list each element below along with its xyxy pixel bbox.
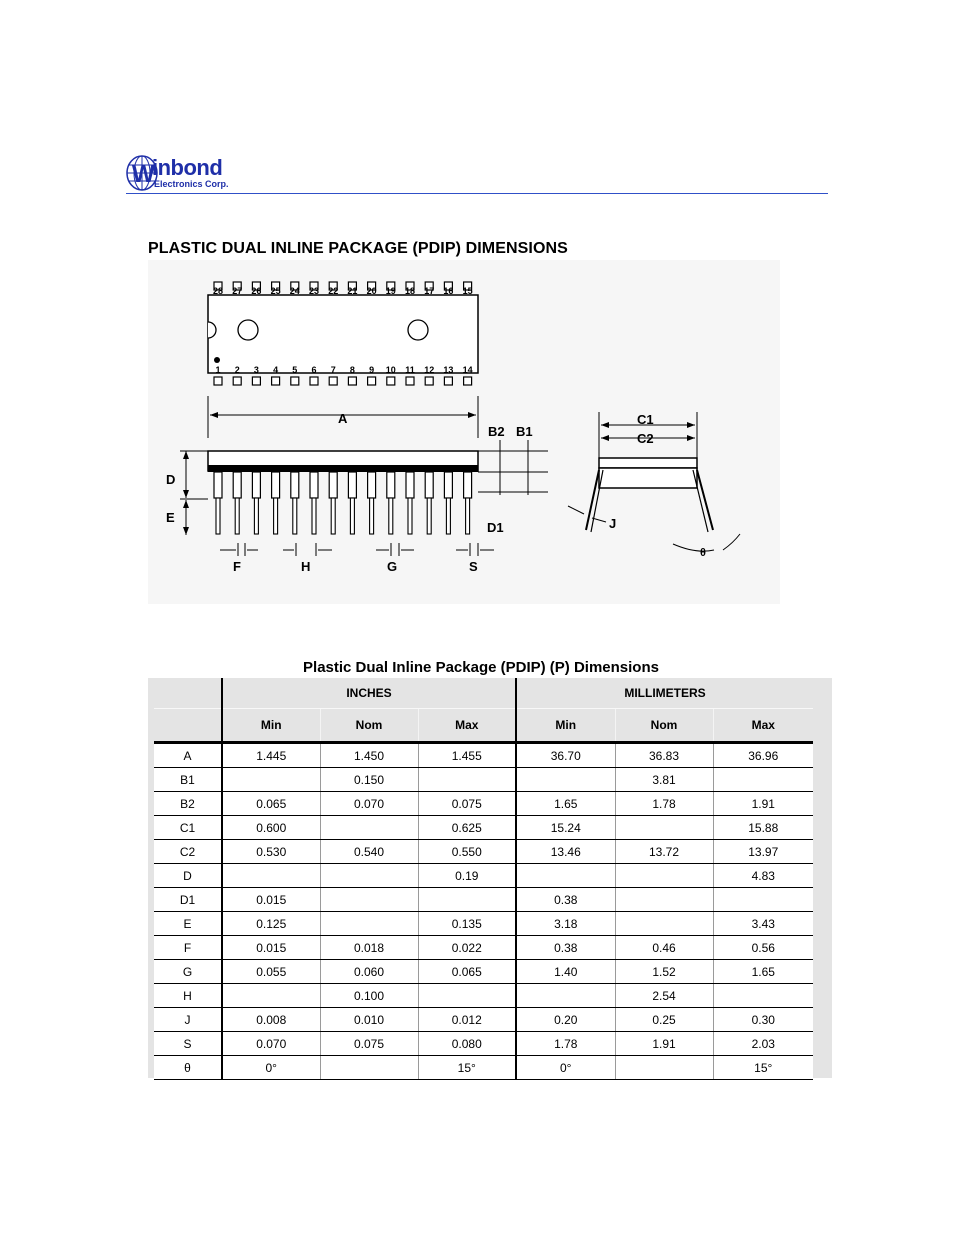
- top-pin-number: 28: [212, 286, 224, 296]
- table-cell: [418, 984, 516, 1008]
- bottom-pin-number: 6: [311, 365, 317, 375]
- table-cell: 1.455: [418, 743, 516, 768]
- side-lead-shoulder: [406, 472, 414, 498]
- table-cell: [713, 984, 813, 1008]
- side-lead-shoulder: [464, 472, 472, 498]
- row-symbol: B2: [154, 792, 222, 816]
- table-cell: 0.150: [320, 768, 418, 792]
- table-cell: 0.065: [222, 792, 320, 816]
- table-cell: 0.30: [713, 1008, 813, 1032]
- table-cell: [222, 984, 320, 1008]
- bottom-pin-number: 11: [405, 365, 415, 375]
- inches-max-header: Max: [418, 709, 516, 743]
- bottom-pin: [329, 377, 337, 385]
- top-pin-number: 20: [366, 286, 377, 296]
- end-view: [568, 412, 740, 551]
- table-cell: 0.46: [615, 936, 713, 960]
- side-lead-shoulder: [310, 472, 318, 498]
- table-cell: [320, 888, 418, 912]
- table-cell: [615, 1056, 713, 1080]
- side-lead-shoulder: [329, 472, 337, 498]
- table-cell: 15.88: [713, 816, 813, 840]
- table-row: [154, 743, 813, 768]
- top-pin-number: 15: [462, 286, 473, 296]
- bottom-pin-number: 7: [330, 365, 336, 375]
- side-lead-shoulder: [252, 472, 260, 498]
- table-cell: 0.055: [222, 960, 320, 984]
- bottom-pin: [310, 377, 318, 385]
- bottom-pin-number: 4: [273, 365, 279, 375]
- side-lead-tip: [427, 498, 431, 534]
- table-cell: 15°: [713, 1056, 813, 1080]
- bottom-pin: [464, 377, 472, 385]
- row-symbol: G: [154, 960, 222, 984]
- table-row: [154, 960, 813, 984]
- table-cell: 0.075: [320, 1032, 418, 1056]
- table-cell: 0.550: [418, 840, 516, 864]
- table-cell: 0.600: [222, 816, 320, 840]
- package-drawing: [148, 260, 780, 604]
- bottom-pin-number: 10: [385, 365, 396, 375]
- table-row: [154, 1056, 813, 1080]
- side-lead-shoulder: [387, 472, 395, 498]
- side-lead-shoulder: [444, 472, 452, 498]
- label-d: D: [166, 472, 176, 487]
- table-cell: 0.25: [615, 1008, 713, 1032]
- table-cell: 0.38: [516, 936, 615, 960]
- table-cell: 1.52: [615, 960, 713, 984]
- top-pin-number: 18: [404, 286, 416, 296]
- table-cell: [516, 984, 615, 1008]
- side-lead-shoulder: [368, 472, 376, 498]
- table-cell: 4.83: [713, 864, 813, 888]
- bottom-pin: [444, 377, 452, 385]
- bottom-pin: [368, 377, 376, 385]
- table-cell: 0.012: [418, 1008, 516, 1032]
- table-cell: 0.018: [320, 936, 418, 960]
- side-lead-tip: [370, 498, 374, 534]
- table-cell: 0.38: [516, 888, 615, 912]
- row-symbol: C1: [154, 816, 222, 840]
- top-pin-number: 21: [347, 286, 358, 296]
- side-lead-shoulder: [233, 472, 241, 498]
- table-cell: 0°: [516, 1056, 615, 1080]
- top-pin-number: 26: [251, 286, 262, 296]
- table-cell: [615, 816, 713, 840]
- side-lead-shoulder: [425, 472, 433, 498]
- table-cell: 36.96: [713, 743, 813, 768]
- label-f: F: [233, 559, 241, 574]
- table-cell: 0.070: [222, 1032, 320, 1056]
- table-cell: [320, 912, 418, 936]
- label-theta: θ: [700, 547, 706, 559]
- side-lead-tip: [274, 498, 278, 534]
- table-cell: 0.065: [418, 960, 516, 984]
- label-d1: D1: [487, 520, 504, 535]
- table-cell: 0.070: [320, 792, 418, 816]
- label-b2: B2: [488, 424, 505, 439]
- label-e: E: [166, 510, 175, 525]
- table-cell: [516, 768, 615, 792]
- table-cell: 0.015: [222, 936, 320, 960]
- side-lead-tip: [216, 498, 220, 534]
- table-row: [154, 840, 813, 864]
- table-cell: 0.060: [320, 960, 418, 984]
- side-lead-tip: [408, 498, 412, 534]
- table-cell: 1.78: [516, 1032, 615, 1056]
- label-h: H: [301, 559, 311, 574]
- bottom-pin: [233, 377, 241, 385]
- bottom-pin-number: 12: [424, 365, 435, 375]
- table-cell: [320, 816, 418, 840]
- table-cell: [222, 864, 320, 888]
- table-cell: 1.91: [713, 792, 813, 816]
- top-pin-number: 23: [308, 286, 320, 296]
- side-lead-tip: [235, 498, 239, 534]
- label-g: G: [387, 559, 398, 574]
- table-cell: 13.72: [615, 840, 713, 864]
- label-c1: C1: [637, 412, 654, 427]
- bottom-pin: [214, 377, 222, 385]
- top-pin-number: 17: [424, 286, 435, 296]
- table-cell: [713, 888, 813, 912]
- table-row: [154, 912, 813, 936]
- table-title: Plastic Dual Inline Package (PDIP) (P) Dimensions: [303, 659, 659, 676]
- dimensions-table-body: [154, 743, 813, 1080]
- table-cell: 3.18: [516, 912, 615, 936]
- bottom-pin: [291, 377, 299, 385]
- table-cell: 0.022: [418, 936, 516, 960]
- section-title: PLASTIC DUAL INLINE PACKAGE (PDIP) DIMENSIONS: [148, 240, 568, 257]
- side-lead-tip: [293, 498, 297, 534]
- table-cell: 0.100: [320, 984, 418, 1008]
- table-row: [154, 936, 813, 960]
- table-cell: 1.78: [615, 792, 713, 816]
- table-cell: [713, 768, 813, 792]
- row-symbol: J: [154, 1008, 222, 1032]
- table-cell: 0.530: [222, 840, 320, 864]
- table-cell: [615, 864, 713, 888]
- row-symbol: θ: [154, 1056, 222, 1080]
- bottom-pin-number: 2: [234, 365, 240, 375]
- package-diagram: [148, 260, 780, 604]
- table-cell: [320, 1056, 418, 1080]
- bottom-pin-number: 1: [215, 365, 221, 375]
- table-cell: 2.03: [713, 1032, 813, 1056]
- side-lead-tip: [466, 498, 470, 534]
- side-lead-shoulder: [214, 472, 222, 498]
- top-pin-number: 25: [270, 286, 281, 296]
- table-cell: [418, 888, 516, 912]
- table-cell: 3.81: [615, 768, 713, 792]
- header-rule: [126, 193, 828, 194]
- bottom-pin-number: 3: [253, 365, 259, 375]
- mm-nom-header: Nom: [615, 709, 713, 743]
- table-cell: [615, 888, 713, 912]
- table-cell: 0°: [222, 1056, 320, 1080]
- symbol-header: [154, 678, 222, 709]
- label-s: S: [469, 559, 478, 574]
- side-lead-tip: [331, 498, 335, 534]
- table-cell: 0.540: [320, 840, 418, 864]
- table-cell: 1.40: [516, 960, 615, 984]
- table-cell: [516, 864, 615, 888]
- row-symbol: F: [154, 936, 222, 960]
- table-row: [154, 1008, 813, 1032]
- table-cell: 0.008: [222, 1008, 320, 1032]
- table-cell: 1.65: [516, 792, 615, 816]
- row-symbol: A: [154, 743, 222, 768]
- table-cell: 13.46: [516, 840, 615, 864]
- bottom-pin-number: 9: [369, 365, 375, 375]
- table-cell: [320, 864, 418, 888]
- dimensions-table-panel: [148, 678, 832, 1078]
- top-pin-number: 24: [289, 286, 300, 296]
- table-cell: [222, 768, 320, 792]
- bottom-pin: [272, 377, 280, 385]
- side-lead-shoulder: [348, 472, 356, 498]
- table-cell: 1.450: [320, 743, 418, 768]
- table-cell: 0.56: [713, 936, 813, 960]
- symbol-subheader: [154, 709, 222, 743]
- table-cell: 0.015: [222, 888, 320, 912]
- side-lead-shoulder: [272, 472, 280, 498]
- table-row: [154, 1032, 813, 1056]
- side-lead-tip: [312, 498, 316, 534]
- table-cell: 1.65: [713, 960, 813, 984]
- top-pin-number: 19: [385, 286, 396, 296]
- table-row: [154, 984, 813, 1008]
- row-symbol: B1: [154, 768, 222, 792]
- winbond-logo: [126, 153, 326, 195]
- dimensions-table: [154, 678, 813, 1080]
- bottom-pin-number: 14: [462, 365, 473, 375]
- table-cell: 0.125: [222, 912, 320, 936]
- top-view: [208, 282, 478, 385]
- table-cell: 3.43: [713, 912, 813, 936]
- inches-header: INCHES: [222, 678, 516, 709]
- row-symbol: S: [154, 1032, 222, 1056]
- table-cell: 36.83: [615, 743, 713, 768]
- brand-name: inbond: [152, 155, 223, 180]
- row-symbol: D1: [154, 888, 222, 912]
- bottom-pin: [387, 377, 395, 385]
- table-cell: 0.010: [320, 1008, 418, 1032]
- bottom-pin-number: 13: [443, 365, 454, 375]
- table-row: [154, 864, 813, 888]
- table-cell: 0.075: [418, 792, 516, 816]
- logo-initial: W: [132, 161, 155, 188]
- table-row: [154, 792, 813, 816]
- label-a: A: [338, 411, 348, 426]
- millimeters-header: MILLIMETERS: [516, 678, 813, 709]
- row-symbol: E: [154, 912, 222, 936]
- table-cell: [418, 768, 516, 792]
- table-cell: 0.19: [418, 864, 516, 888]
- bottom-pin: [252, 377, 260, 385]
- table-row: [154, 816, 813, 840]
- table-cell: [615, 912, 713, 936]
- table-cell: 0.135: [418, 912, 516, 936]
- bottom-pin-number: 5: [292, 365, 298, 375]
- table-cell: 1.91: [615, 1032, 713, 1056]
- mm-max-header: Max: [713, 709, 813, 743]
- side-lead-tip: [389, 498, 393, 534]
- top-pin-number: 22: [328, 286, 339, 296]
- side-lead-tip: [254, 498, 258, 534]
- bottom-pin: [425, 377, 433, 385]
- inches-nom-header: Nom: [320, 709, 418, 743]
- table-cell: 0.20: [516, 1008, 615, 1032]
- side-lead-shoulder: [291, 472, 299, 498]
- table-cell: 13.97: [713, 840, 813, 864]
- table-cell: 2.54: [615, 984, 713, 1008]
- row-symbol: H: [154, 984, 222, 1008]
- bottom-pin: [406, 377, 414, 385]
- table-cell: 0.625: [418, 816, 516, 840]
- row-symbol: C2: [154, 840, 222, 864]
- table-cell: 1.445: [222, 743, 320, 768]
- top-pin-number: 16: [443, 286, 454, 296]
- mm-min-header: Min: [516, 709, 615, 743]
- table-cell: 36.70: [516, 743, 615, 768]
- label-b1: B1: [516, 424, 533, 439]
- brand-subtitle: Electronics Corp.: [154, 179, 229, 189]
- row-symbol: D: [154, 864, 222, 888]
- inches-min-header: Min: [222, 709, 320, 743]
- top-pin-number: 27: [232, 286, 243, 296]
- label-j: J: [609, 516, 617, 531]
- table-cell: 0.080: [418, 1032, 516, 1056]
- table-row: [154, 768, 813, 792]
- bottom-pin: [348, 377, 356, 385]
- table-cell: 15.24: [516, 816, 615, 840]
- bottom-pin-number: 8: [349, 365, 355, 375]
- side-lead-tip: [350, 498, 354, 534]
- table-row: [154, 888, 813, 912]
- label-c2: C2: [637, 431, 654, 446]
- side-lead-tip: [446, 498, 450, 534]
- table-cell: 15°: [418, 1056, 516, 1080]
